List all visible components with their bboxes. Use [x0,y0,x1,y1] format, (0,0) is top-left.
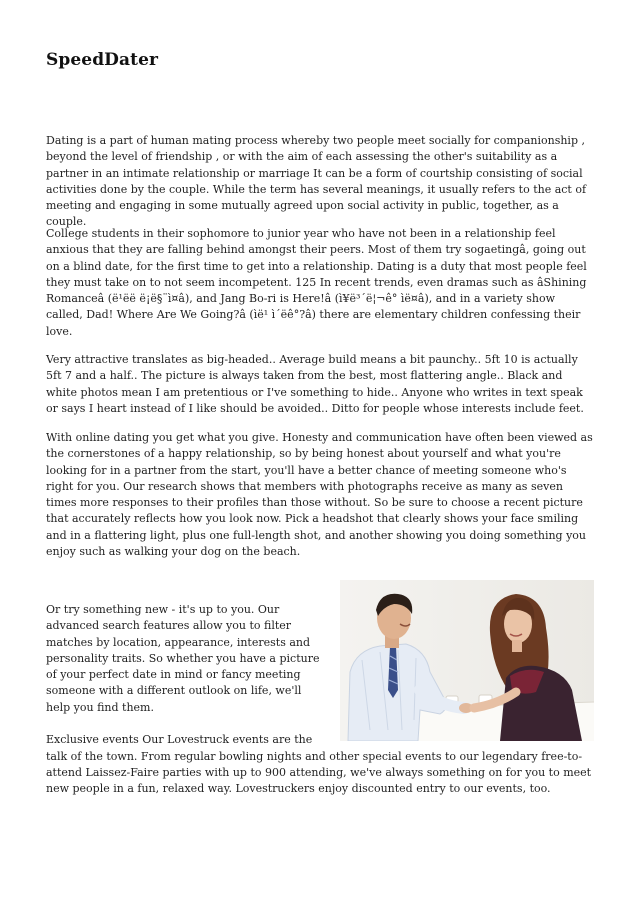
paragraph-college-students: College students in their sophomore to junior year who have not been in a relationship feel anxious that they are falling behind amongst their peers. Most of them try sogaetingâ, going out on a blind date, for the first time to get into a relationship. Dating is a duty that most people feel they must take on to not seem incompetent. 125 In recent trends, even dramas such as âShining Romanceâ (ë¹ëë ë¡ë§¨ì¤â), and Jang Bo-ri is Here!â (ì¥ë³´ë¦¬ê° ìë¤â), and in a variety show called, Dad! Where Are We Going?â (ìë¹ ì´ëê°?â) there are elementary children confessing their love. [46,227,587,338]
paragraph-profile-translations: Very attractive translates as big-headed.. Average build means a bit paunchy.. 5ft 10 is actually 5ft 7 and a half.. The picture is always taken from the best, most flattering angle.. Black and white photos mean I am pretentious or I've something to hide.. Anyone who writes in text speak or says I heart instead of I like should be avoided.. Ditto for people whose interests include feet. [46,353,584,415]
couple-date-photo [340,580,594,741]
paragraph-exclusive-events: Exclusive events Our Lovestruck events are the talk of the town. From regular bowling nights and other special events to our legendary free-to-attend Laissez-Faire parties with up to 900 attending, we've always something on for you to meet new people in a fun, relaxed way. Lovestruckers enjoy discounted entry to our events, too. [46,733,592,796]
paragraph-online-dating: With online dating you get what you give. Honesty and communication have often been viewed as the cornerstones of a happy relationship, so by being honest about yourself and what you're looking for in a partner from the start, you'll have a better chance of meeting someone who's right for you. Our research shows that members with photographs receive as many as seven times more responses to their profiles than those without. So be sure to choose a recent picture that accurately reflects how you look now. Pick a headshot that clearly shows your face smiling and in a flattering light, plus one full-length shot, and another showing you doing something you enjoy such as walking your dog on the beach. [46,431,593,559]
paragraph-dating-definition: Dating is a part of human mating process whereby two people meet socially for companionship , beyond the level of friendship , or with the aim of each assessing the other's suitability as a partner in an intimate relationship or marriage It can be a form of courtship consisting of social activities done by the couple. While the term has several meanings, it usually refers to the act of meeting and engaging in some mutually agreed upon social activity in public, together, as a couple. [46,134,587,229]
couple-date-illustration [340,580,594,741]
text-with-photo-block [46,602,594,798]
paragraph-advanced-search: Or try something new - it's up to you. Our advanced search features allow you to filter matches by location, appearance, interests and personality traits. So whether you have a picture of your perfect date in mind or fancy meeting someone with a different outlook on life, we'll help you find them. [46,603,320,714]
document-title: SpeedDater [46,50,159,70]
